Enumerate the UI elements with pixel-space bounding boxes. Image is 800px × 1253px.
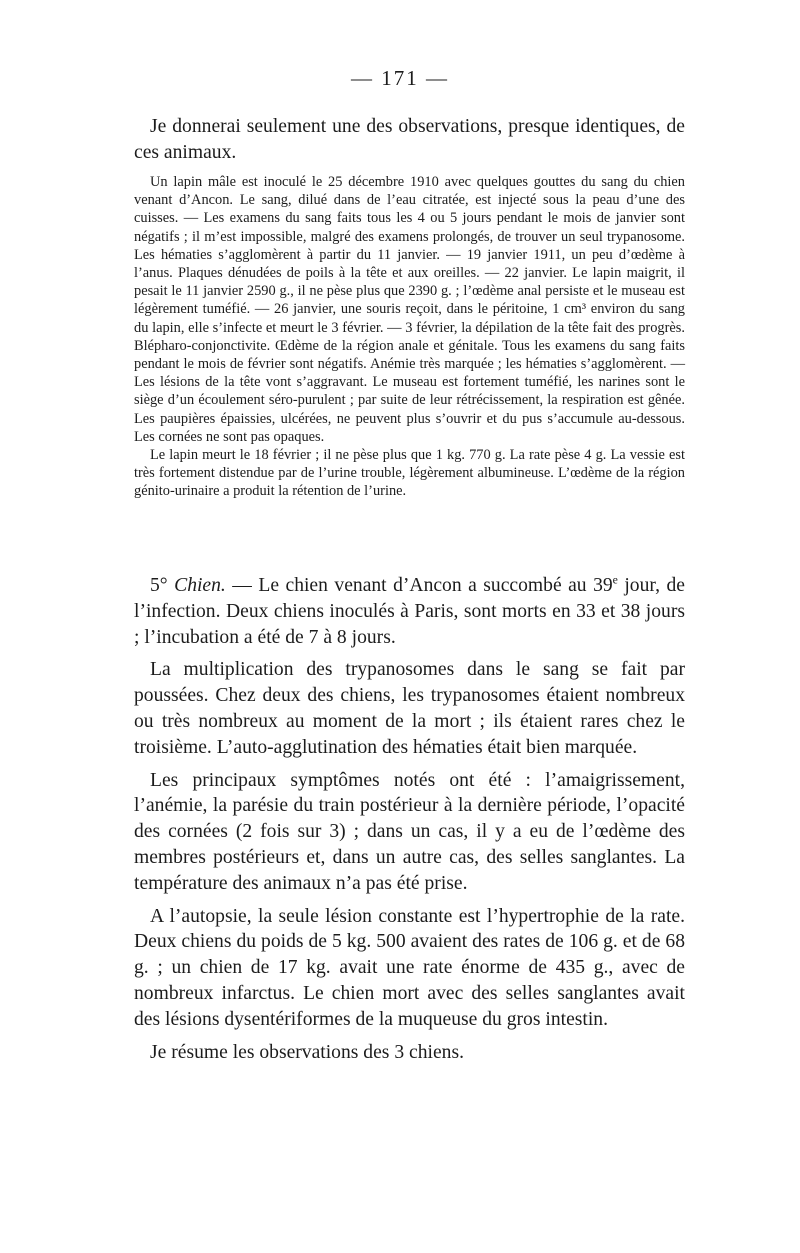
body-paragraph: A l’autopsie, la seule lésion constante est l’hypertrophie de la rate. Deux chiens du poids de 5 kg. 500 avaient des rates de 106 g. et de 68 g. ; un chien de 17 kg. avait une rate énorme de 435 g., avec de nombreux infarctus. Le chien mort avec des selles sanglantes avait des lésions dysentériformes de la muqueuse du gros intestin. [134,905,685,1030]
section-text: — Le chien venant d’Ancon a succombé au 39 [225,575,613,596]
body-paragraph: La multiplication des trypanosomes dans le sang se fait par poussées. Chez deux des chiens, les trypanosomes étaient nombreux ou très nombreux au moment de la mort ; ils étaient rares chez le troisième. L’auto-agglutination des hématies était bien marquée. [134,659,685,758]
section-number: 5° [150,575,168,596]
section-heading: Chien. [174,575,226,596]
section-text: jour, de l’infection. Deux chiens inoculés à Paris, sont morts en 33 et 38 jours ; l’incubation a été de 7 à 8 jours. [134,575,686,648]
section-heading-paragraph [134,573,685,650]
body-paragraph: Les principaux symptômes notés ont été : l’amaigrissement, l’anémie, la parésie du train postérieur à la dernière période, l’opacité des cornées (2 fois sur 3) ; dans un cas, il y a eu de l’œdème des membres postérieurs et, dans un autre cas, des selles sanglantes. La température des animaux n’a pas été prise. [134,769,685,894]
rabbit-observation [134,173,685,501]
observation-paragraph: Un lapin mâle est inoculé le 25 décembre 1910 avec quelques gouttes du sang du chien venant d’Ancon. Le sang, dilué dans de l’eau citratée, est injecté sous la peau d’une des cuisses. — Les examens du sang faits tous les 4 ou 5 jours pendant le mois de janvier sont négatifs ; il m’est impossible, malgré des examens prolongés, de trouver un seul trypanosome. Les hématies s’agglomèrent à partir du 11 janvier. — 19 janvier 1911, un peu d’œdème à l’anus. Plaques dénudées de poils à la tête et aux oreilles. — 22 janvier. Le lapin maigrit, il pesait le 11 janvier 2590 g., il ne pèse plus que 2390 g. ; l’œdème anal persiste et le museau est légèrement tuméfié. — 26 janvier, une souris reçoit, dans le péritoine, 1 cm³ environ du sang du lapin, elle s’infecte et meurt le 3 février. — 3 février, la dépilation de la tête fait des progrès. Blépharo-conjonctivite. Œdème de la région anale et génitale. Tous les examens du sang faits pendant le mois de février sont négatifs. Anémie très marquée ; les hématies s’agglomèrent. — Les lésions de la tête vont s’aggravant. Le museau est fortement tuméfié, les narines sont le siège d’un écoulement séro-purulent ; par suite de leur rétrécissement, la respiration est gênée. Les paupières épaissies, ulcérées, ne peuvent plus s’ouvrir et du pus s’accumule au-dessous. Les cornées ne sont pas opaques. [134,174,685,445]
ordinal-suffix: e [612,573,618,587]
page-number: — 171 — [351,66,449,90]
intro-paragraph: Je donnerai seulement une des observations, presque identiques, de ces animaux. [134,116,685,163]
observation-paragraph: Le lapin meurt le 18 février ; il ne pèse plus que 1 kg. 770 g. La rate pèse 4 g. La vessie est très fortement distendue par de l’urine trouble, légèrement albumineuse. L’œdème de la région génito-urinaire a produit la rétention de l’urine. [134,447,685,500]
dog-section [134,573,685,1065]
body-paragraph: Je résume les observations des 3 chiens. [150,1041,464,1063]
intro-block [134,114,685,166]
